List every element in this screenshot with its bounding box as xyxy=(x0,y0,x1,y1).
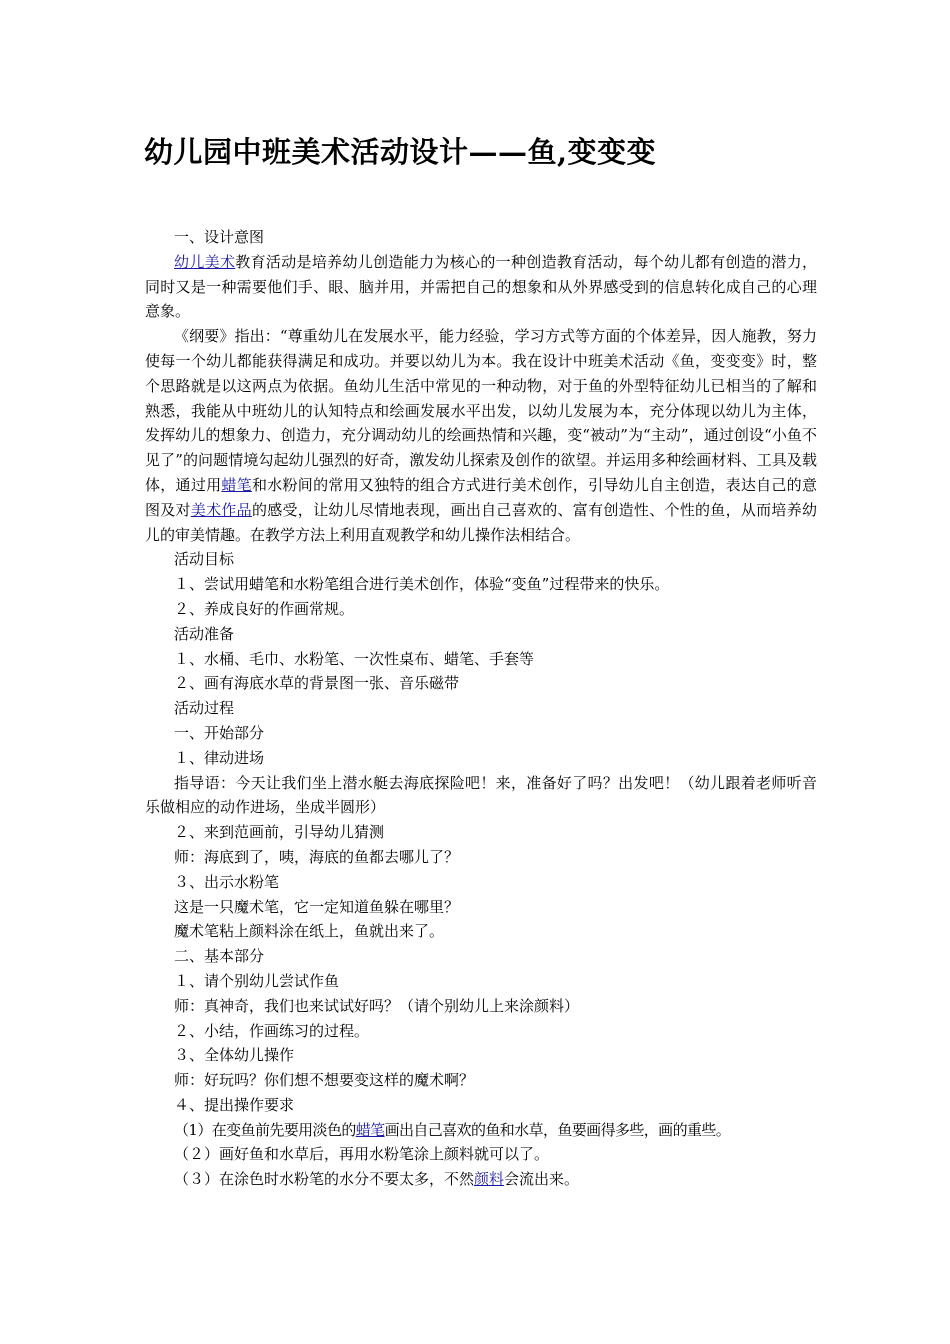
prep-item-1: １、水桶、毛巾、水粉笔、一次性桌布、蜡笔、手套等 xyxy=(174,649,535,668)
link-crayon-2[interactable]: 蜡笔 xyxy=(355,1120,385,1139)
magic-line-2: 魔术笔粘上颜料涂在纸上，鱼就出来了。 xyxy=(174,922,445,941)
basic-item-4: ４、提出操作要求 xyxy=(174,1095,295,1114)
section-heading-goals: 活动目标 xyxy=(174,550,235,569)
goal-item-1: １、尝试用蜡笔和水粉笔组合进行美术创作，体验“变鱼”过程带来的快乐。 xyxy=(174,575,670,594)
teacher-line-1: 师：海底到了，咦，海底的鱼都去哪儿了？ xyxy=(174,847,460,866)
paragraph-outline-part1: 《纲要》指出：“尊重幼儿在发展水平，能力经验，学习方式等方面的个体差异，因人施教，努力使每一个幼儿都能获得满足和成功。并要以幼儿为本。我在设计中班美术活动《鱼，变变变》时，整个思路就是以这两点为依据。鱼幼儿生活中常见的一种动物，对于鱼的外型特征幼儿已相当的了解和熟悉，我能从中班幼儿的认知特点和绘画发展水平出发，以幼儿发展为本，充分体现以幼儿为主体，发挥幼儿的想象力、创造力，充分调动幼儿的绘画热情和兴趣，变“被动”为“主动”，通过创设“小鱼不见了”的问题情境勾起幼儿强烈的好奇，激发幼儿探索及创作的欲望。并运用多种绘画材料、工具及载体，通过用 xyxy=(145,327,817,494)
paragraph-outline-part3: 的感受，让幼儿尽情地表现，画出自己喜欢的、富有创造性、个性的鱼，从而培养幼儿的审美情趣。在教学方法上利用直观教学和幼儿操作法相结合。 xyxy=(145,500,817,544)
document-body xyxy=(145,225,817,1192)
paragraph-intent-text: 教育活动是培养幼儿创造能力为核心的一种创造教育活动，每个幼儿都有创造的潜力，同时又是一种需要他们手、眼、脑并用，并需把自己的想象和从外界感受到的信息转化成自己的心理意象。 xyxy=(145,252,817,321)
goal-item-2: ２、养成良好的作画常规。 xyxy=(174,599,355,618)
step-item-1: １、律动进场 xyxy=(174,748,265,767)
requirement-3-pre: （３）在涂色时水粉笔的水分不要太多，不然 xyxy=(174,1170,475,1189)
step-item-2: ２、来到范画前，引导幼儿猜测 xyxy=(174,823,385,842)
magic-line-1: 这是一只魔术笔，它一定知道鱼躲在哪里？ xyxy=(174,897,460,916)
teacher-line-3: 师：好玩吗？你们想不想要变这样的魔术啊？ xyxy=(174,1071,475,1090)
link-paint[interactable]: 颜料 xyxy=(474,1170,505,1189)
paragraph-intent xyxy=(145,250,817,324)
section-heading-design-intent: 一、设计意图 xyxy=(174,228,265,246)
subheading-start: 一、开始部分 xyxy=(174,723,265,742)
requirement-1 xyxy=(145,1118,817,1143)
paragraph-outline xyxy=(145,324,817,547)
requirement-2: （２）画好鱼和水草后，再用水粉笔涂上颜料就可以了。 xyxy=(174,1145,550,1164)
requirement-3-post: 会流出来。 xyxy=(504,1170,580,1189)
link-crayon[interactable]: 蜡笔 xyxy=(221,475,252,494)
section-heading-process: 活动过程 xyxy=(174,699,235,718)
guide-text: 指导语：今天让我们坐上潜水艇去海底探险吧！来，准备好了吗？出发吧！（幼儿跟着老师听音乐做相应的动作进场，坐成半圆形） xyxy=(145,773,817,817)
subheading-basic: 二、基本部分 xyxy=(174,947,265,966)
requirement-1-pre: （1）在变鱼前先要用淡色的 xyxy=(174,1120,356,1139)
section-heading-prep: 活动准备 xyxy=(174,624,235,643)
basic-item-1: １、请个别幼儿尝试作鱼 xyxy=(174,971,340,990)
paragraph-outline-part2: 和水粉间的常用又独特的组合方式进行美术创作，引导幼儿自主创造，表达自己的意图及对 xyxy=(145,475,817,519)
basic-item-2: ２、小结，作画练习的过程。 xyxy=(174,1021,370,1040)
basic-item-3: ３、全体幼儿操作 xyxy=(174,1046,295,1065)
teacher-line-2: 师：真神奇，我们也来试试好吗？（请个别幼儿上来涂颜料） xyxy=(174,996,580,1015)
prep-item-2: ２、画有海底水草的背景图一张、音乐磁带 xyxy=(174,674,460,693)
link-kids-art[interactable]: 幼儿美术 xyxy=(174,252,236,271)
requirement-1-post: 画出自己喜欢的鱼和水草，鱼要画得多些，画的重些。 xyxy=(384,1120,731,1139)
link-artwork[interactable]: 美术作品 xyxy=(190,500,252,519)
requirement-3 xyxy=(145,1167,817,1192)
page-title: 幼儿园中班美术活动设计——鱼,变变变 xyxy=(144,135,657,169)
step-item-3: ３、出示水粉笔 xyxy=(174,872,280,891)
